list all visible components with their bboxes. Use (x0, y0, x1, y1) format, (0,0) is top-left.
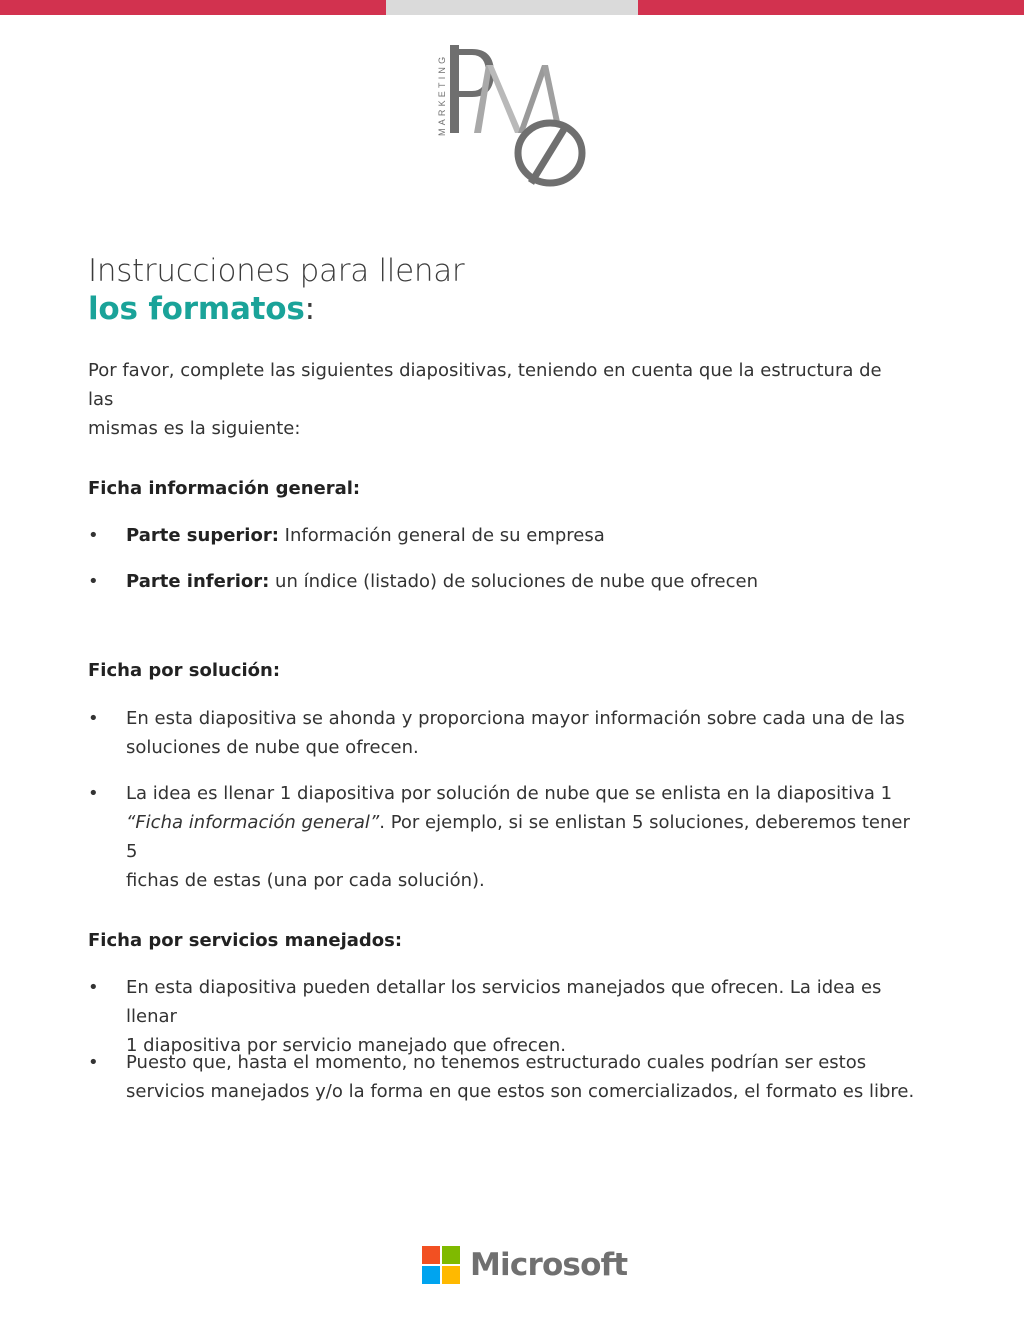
logo-vertical-text: MARKETING (437, 53, 447, 136)
intro-line-1: Por favor, complete las siguientes diapositivas, teniendo en cuenta que la estructura de las (88, 360, 882, 410)
pmo-marketing-logo (432, 40, 592, 190)
title-line-2 (88, 290, 464, 328)
section-heading-general-info: Ficha información general: (88, 478, 361, 499)
bullet-line-2: 1 diapositiva por servicio manejado que ofrecen. (126, 1035, 567, 1056)
ms-square-yellow (442, 1266, 460, 1284)
title-highlight: los formatos (88, 291, 305, 327)
bullet-marker: • (88, 1052, 99, 1073)
bullet-bold-label: Parte inferior: (126, 571, 270, 592)
bullet-bold-label: Parte superior: (126, 525, 279, 546)
intro-line-2: mismas es la siguiente: (88, 418, 301, 439)
microsoft-wordmark: Microsoft (470, 1247, 628, 1283)
bullet-line-2-rest: . Por ejemplo, si se enlistan 5 soluciones, deberemos tener 5 (126, 812, 910, 862)
title-line-1: Instrucciones para llenar (88, 253, 465, 289)
intro-paragraph (88, 356, 908, 443)
ms-square-blue (422, 1266, 440, 1284)
list-item (88, 1048, 918, 1106)
bullet-text (126, 704, 918, 762)
list-item (88, 973, 918, 1060)
section-heading-managed-services: Ficha por servicios manejados: (88, 930, 403, 951)
bullet-marker: • (88, 708, 99, 729)
title-colon: : (304, 291, 315, 327)
bullet-line-2: soluciones de nube que ofrecen. (126, 737, 419, 758)
list-item (88, 779, 918, 895)
bullet-text (126, 779, 918, 895)
bullet-body: un índice (listado) de soluciones de nube que ofrecen (269, 571, 758, 592)
bullet-marker: • (88, 571, 99, 592)
bullet-marker: • (88, 783, 99, 804)
bullet-text (126, 521, 918, 550)
top-bar-left-segment (0, 0, 386, 15)
bullet-text (126, 1048, 918, 1106)
bullet-italic-reference: “Ficha información general” (126, 812, 380, 833)
bullet-line-1: En esta diapositiva se ahonda y proporciona mayor información sobre cada una de las (126, 708, 905, 729)
logo-letter-o (518, 123, 582, 183)
bullet-body: Información general de su empresa (278, 525, 605, 546)
page-title (88, 252, 464, 328)
bullet-text (126, 567, 918, 596)
bullet-line-2: servicios manejados y/o la forma en que estos son comercializados, el formato es libre. (126, 1081, 915, 1102)
bullet-line-1: La idea es llenar 1 diapositiva por solución de nube que se enlista en la diapositiva 1 (126, 783, 893, 804)
top-bar-middle-segment (386, 0, 638, 15)
section-heading-per-solution: Ficha por solución: (88, 660, 281, 681)
top-color-bar (0, 0, 1024, 15)
ms-square-red (422, 1246, 440, 1264)
list-item (88, 521, 918, 550)
bullet-marker: • (88, 525, 99, 546)
bullet-text (126, 973, 918, 1060)
microsoft-logo (422, 1246, 628, 1286)
list-item (88, 704, 918, 762)
bullet-marker: • (88, 977, 99, 998)
microsoft-squares-icon (422, 1246, 461, 1285)
bullet-line-3: fichas de estas (una por cada solución). (126, 870, 485, 891)
list-item (88, 567, 918, 596)
bullet-line-1: En esta diapositiva pueden detallar los servicios manejados que ofrecen. La idea es llenar (126, 977, 882, 1027)
bullet-line-1: Puesto que, hasta el momento, no tenemos estructurado cuales podrían ser estos (126, 1052, 867, 1073)
ms-square-green (442, 1246, 460, 1264)
top-bar-right-segment (638, 0, 1024, 15)
